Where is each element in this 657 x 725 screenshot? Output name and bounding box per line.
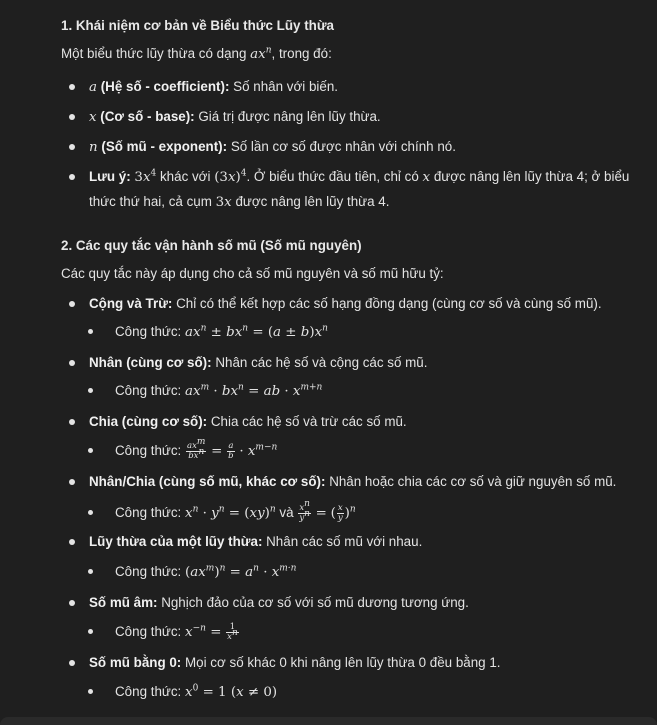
- formula-label: Công thức:: [115, 505, 182, 520]
- fraction-x-y: $\frac{x}{y}$: [337, 502, 343, 523]
- rule-text: Chỉ có thể kết hợp các số hạng đồng dạng (cùng cơ số và cùng số mũ).: [176, 296, 602, 311]
- math-3x-paren: $(3x)^4$: [214, 168, 247, 185]
- math-x: x: [89, 110, 97, 125]
- rule-text: Mọi cơ số khác 0 khi nâng lên lũy thừa 0 đều bằng 1.: [185, 655, 501, 670]
- note-text: được nâng lên lũy thừa 4; ở biểu: [433, 169, 630, 184]
- note-text: thức thứ hai, cả cụm: [89, 194, 212, 209]
- rule-title: Nhân/Chia (cùng số mũ, khác cơ số):: [89, 474, 326, 489]
- bullet-icon: [69, 660, 75, 666]
- rule-text: Nhân hoặc chia các cơ số và giữ nguyên số mũ.: [329, 474, 617, 489]
- formula-label: Công thức:: [115, 443, 182, 458]
- bullet-icon: [69, 600, 75, 606]
- formula-4a: $x^n \cdot y^n = (xy)^n$: [185, 504, 276, 521]
- intro-text-after: , trong đó:: [271, 46, 332, 61]
- rule-title: Cộng và Trừ:: [89, 296, 173, 311]
- sub-bullet-icon: [88, 510, 93, 515]
- item-bold: (Số mũ - exponent):: [101, 139, 228, 154]
- section-2-heading: 2. Các quy tắc vận hành số mũ (Số mũ nguyên): [61, 238, 362, 253]
- rule-title: Số mũ âm:: [89, 595, 158, 610]
- note-text: . Ở biểu thức đầu tiên, chỉ có: [246, 169, 419, 184]
- item-bold: (Cơ số - base):: [100, 109, 195, 124]
- bullet-icon: [69, 419, 75, 425]
- formula-label: Công thức:: [115, 624, 182, 639]
- intro-text: Một biểu thức lũy thừa có dạng: [61, 46, 247, 61]
- rule-text: Nhân các hệ số và cộng các số mũ.: [215, 355, 428, 370]
- rule-text: Nghịch đảo của cơ số với số mũ dương tương ứng.: [161, 595, 469, 610]
- formula-row: Công thức: $x^n \cdot y^n = (xy)^n$ và $\frac{x^n}{y^n}$ = ( $\frac{x}{y}$ )$^n$: [115, 501, 356, 526]
- formula-label: Công thức:: [115, 684, 182, 699]
- sub-bullet-icon: [88, 689, 93, 694]
- connector-text: và: [279, 505, 294, 520]
- sub-bullet-icon: [88, 629, 93, 634]
- intro-math: $ax^n$: [250, 45, 272, 62]
- formula-label: Công thức:: [115, 564, 182, 579]
- sub-bullet-icon: [88, 329, 93, 334]
- rule-text: Nhân các số mũ với nhau.: [266, 534, 423, 549]
- math-a: a: [89, 80, 97, 95]
- formula-row: [115, 680, 277, 705]
- formula-row: Công thức: $\frac{ax^m}{bx^n}$ = $\frac{a}{b}$ · $x^{m-n}$: [115, 439, 277, 464]
- section-2-intro: Các quy tắc này áp dụng cho cả số mũ nguyên và số mũ hữu tỷ:: [61, 266, 444, 281]
- note-text: khác với: [159, 169, 211, 184]
- item-bold: (Hệ số - coefficient):: [100, 79, 230, 94]
- item-text: Số nhân với biến.: [233, 79, 338, 94]
- item-text: Số lần cơ số được nhân với chính nó.: [230, 139, 456, 154]
- section-1-intro: [61, 44, 332, 65]
- rule-title: Chia (cùng cơ số):: [89, 414, 208, 429]
- formula-5: $(ax^m)^n = a^n \cdot x^{m\cdot n}$: [185, 563, 297, 580]
- math-3x4: $3x^4$: [134, 168, 157, 185]
- sub-bullet-icon: [88, 448, 93, 453]
- list-item-note: [61, 165, 651, 213]
- input-bar-edge: [0, 717, 657, 725]
- bullet-icon: [69, 114, 75, 120]
- rule-title: Nhân (cùng cơ số):: [89, 355, 212, 370]
- rule-text: Chia các hệ số và trừ các số mũ.: [210, 414, 407, 429]
- sub-bullet-icon: [88, 388, 93, 393]
- fraction-a-b: $\frac{a}{b}$: [228, 440, 234, 461]
- rule-title: Số mũ bằng 0:: [89, 655, 182, 670]
- formula-label: Công thức:: [115, 324, 182, 339]
- note-label: Lưu ý:: [89, 169, 131, 184]
- bullet-icon: [69, 301, 75, 307]
- bullet-icon: [69, 539, 75, 545]
- math-n: n: [89, 140, 98, 155]
- note-text: được nâng lên lũy thừa 4.: [235, 194, 390, 209]
- fraction-1-xn: $\frac{1}{x^n}$: [227, 621, 238, 642]
- fraction-xn-yn: $\frac{x^n}{y^n}$: [299, 499, 310, 523]
- fraction-axm-bxn: $\frac{ax^m}{bx^n}$: [187, 437, 206, 461]
- formula-label: Công thức:: [115, 383, 182, 398]
- bullet-icon: [69, 174, 75, 180]
- bullet-icon: [69, 360, 75, 366]
- formula-6: $x^{-n}$ =: [185, 623, 222, 640]
- math-x: x: [422, 170, 431, 185]
- math-3x: 3x: [215, 195, 232, 210]
- rule-title: Lũy thừa của một lũy thừa:: [89, 534, 263, 549]
- bullet-icon: [69, 84, 75, 90]
- formula-2: $ax^m \cdot bx^n$ = ab · $x^{m+n}$: [185, 382, 323, 399]
- sub-bullet-icon: [88, 569, 93, 574]
- bullet-icon: [69, 144, 75, 150]
- formula-row: [115, 560, 296, 585]
- bullet-icon: [69, 479, 75, 485]
- formula-row: [115, 320, 328, 345]
- formula-row: [115, 620, 240, 645]
- section-1-heading: 1. Khái niệm cơ bản về Biểu thức Lũy thừa: [61, 18, 334, 33]
- formula-1: $ax^n \pm bx^n = (a \pm b)x^n$: [185, 323, 328, 340]
- formula-row: [115, 379, 322, 404]
- formula-7: $x^0 = 1$ (x ≠ 0): [185, 683, 278, 700]
- item-text: Giá trị được nâng lên lũy thừa.: [198, 109, 381, 124]
